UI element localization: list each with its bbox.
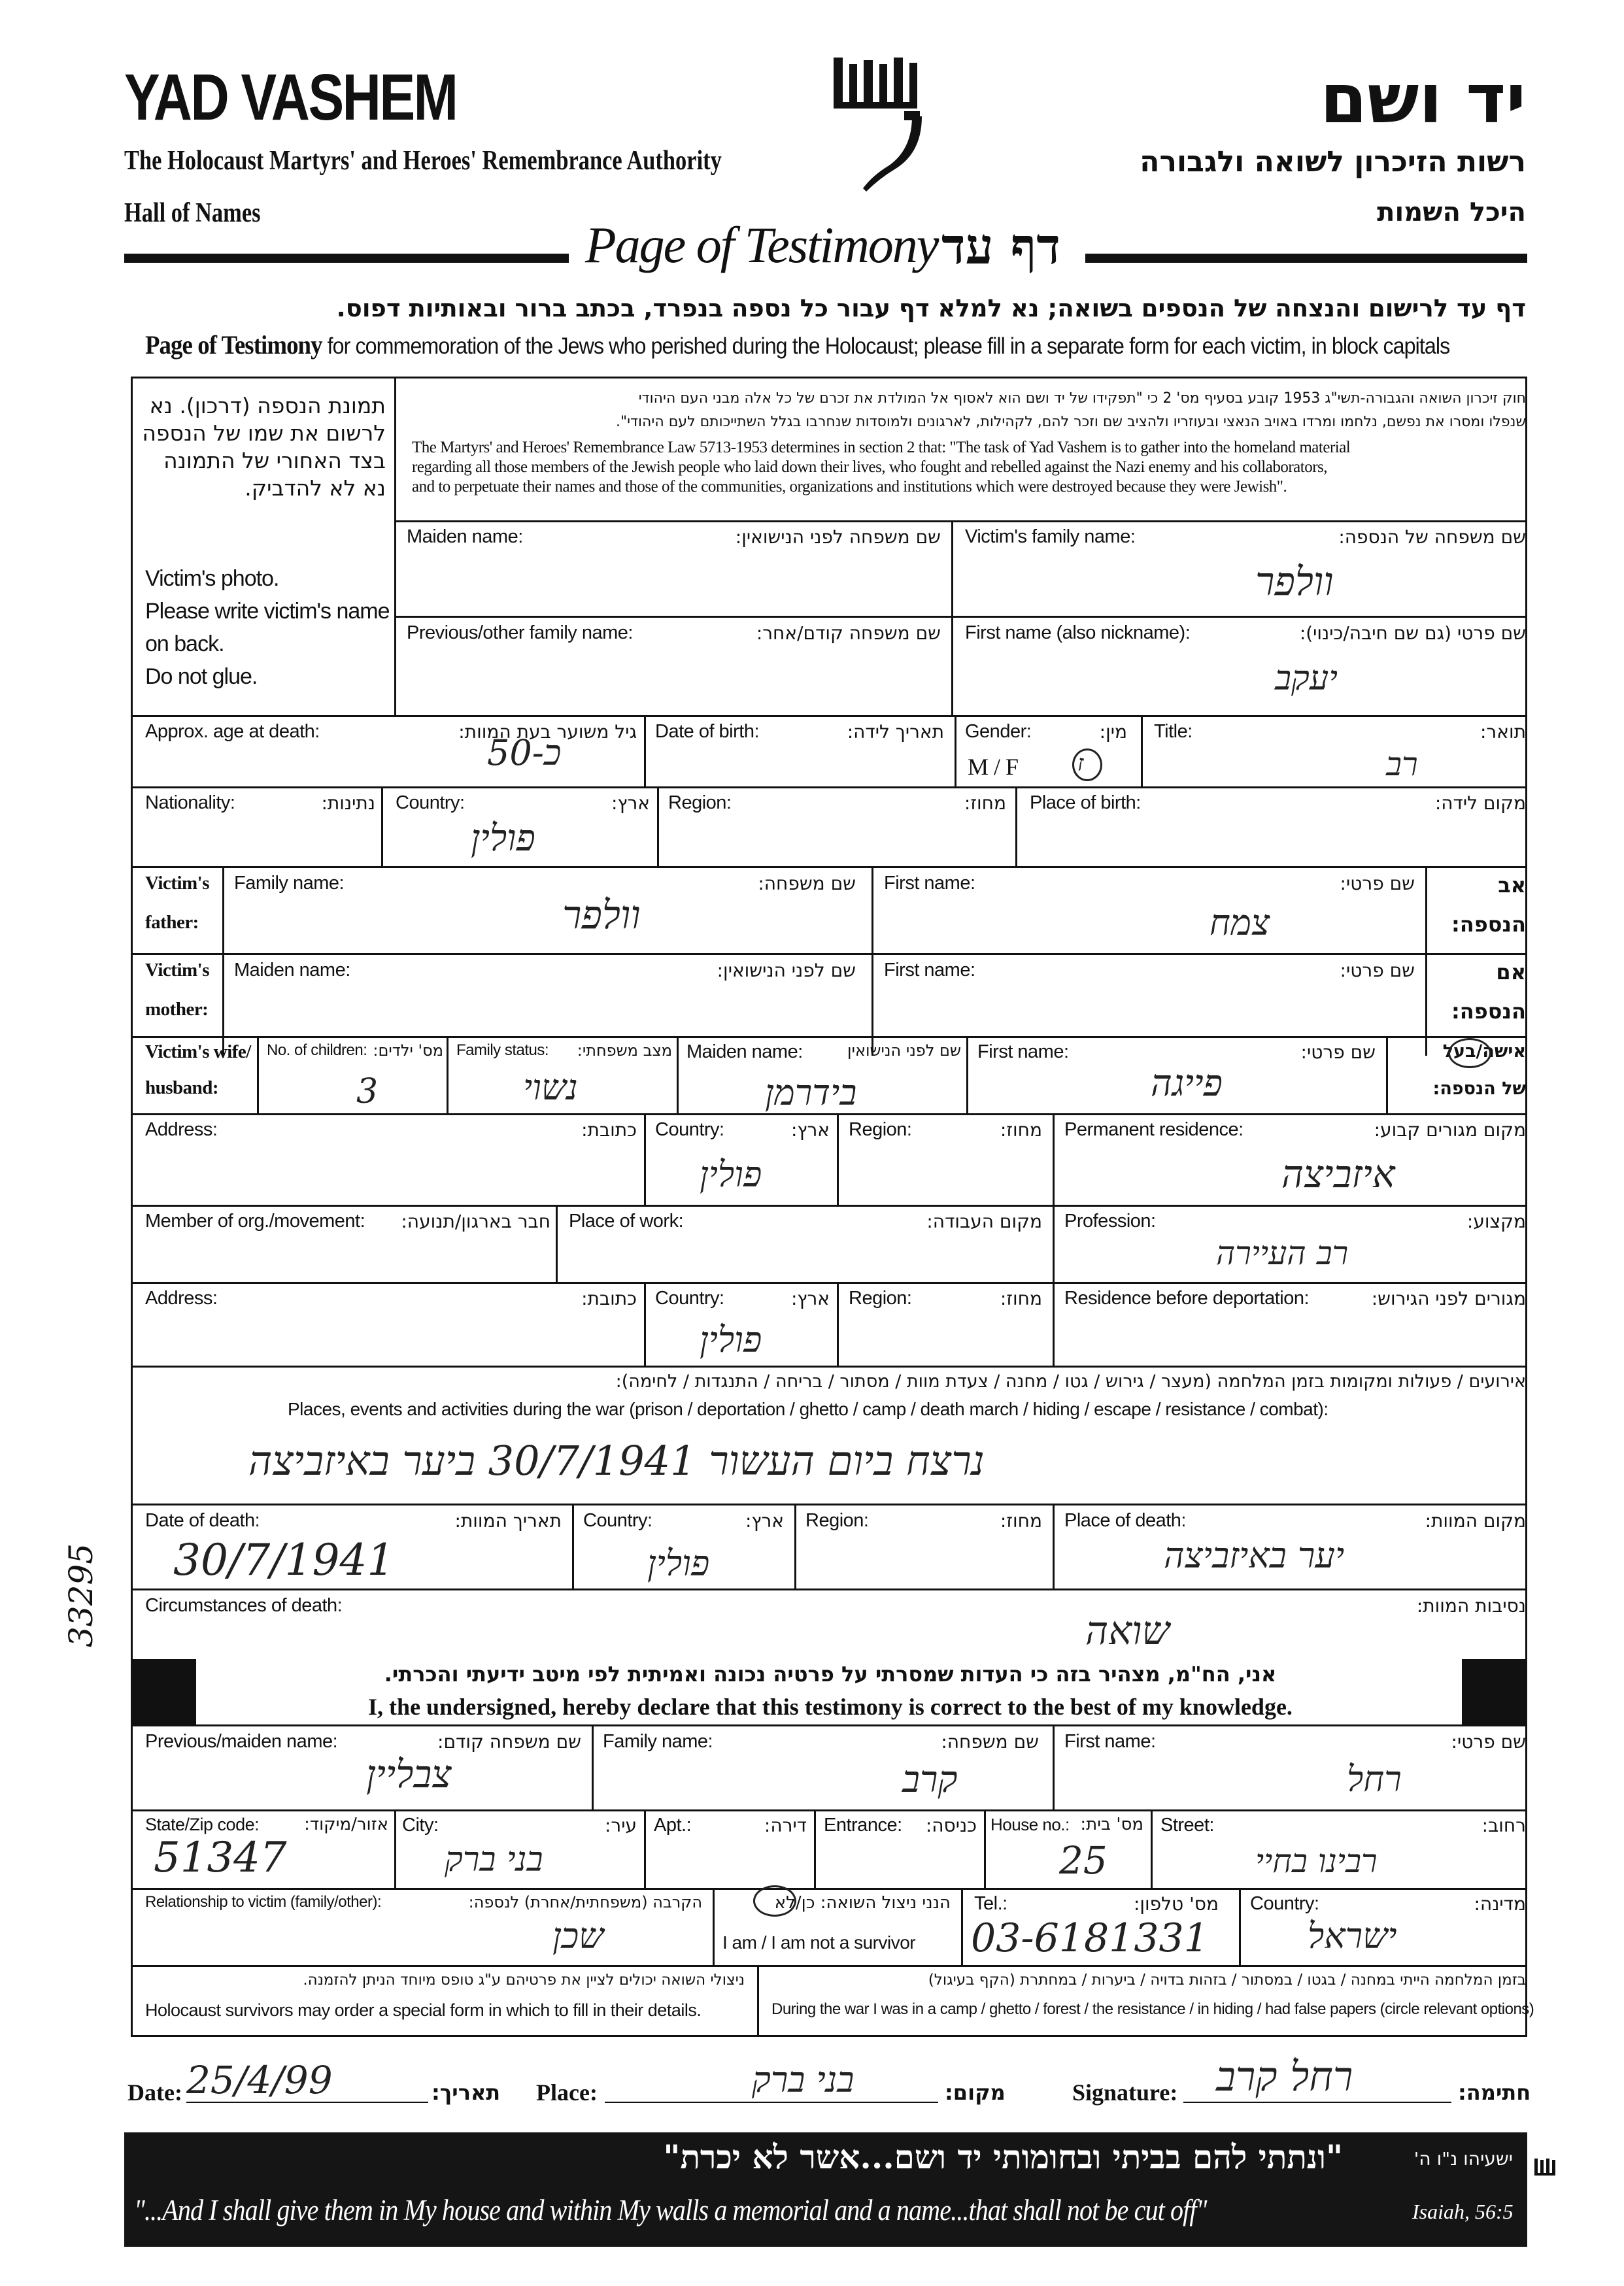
house-label: House no.: xyxy=(990,1815,1070,1834)
submitter-first-label-he: שם פרטי: xyxy=(1451,1731,1526,1753)
maiden-name-label-he: שם משפחה לפני הנישואין: xyxy=(735,526,941,548)
pod-value[interactable]: יער באיזביצה xyxy=(1164,1535,1345,1576)
circ-value[interactable]: שואה xyxy=(1085,1608,1170,1654)
photo-en-4: Do not glue. xyxy=(145,664,258,689)
father-first-label-he: שם פרטי: xyxy=(1340,873,1415,894)
title-label-he: תואר: xyxy=(1480,721,1526,743)
death-country-label: Country: xyxy=(583,1510,652,1531)
photo-en-3: on back. xyxy=(145,631,224,656)
circ-label: Circumstances of death: xyxy=(145,1595,343,1616)
instruction-en-text: for commemoration of the Jews who perished during the Holocaust; please fill in a separate form for each victim, in block capitals xyxy=(327,333,1450,359)
page-title-he: דף עד xyxy=(941,217,1060,275)
region-label-2: Region: xyxy=(849,1119,912,1140)
submitter-family-label: Family name: xyxy=(603,1731,713,1752)
father-first-value[interactable]: צמח xyxy=(1210,902,1270,943)
declaration-he: אני, הח"מ, מצהיר בזה כי העדות שמסרתי על פרטיה נכונה ואמיתית לפי מיטב ידיעתי והכרתי. xyxy=(384,1662,1277,1687)
pod-label-he: מקום המוות: xyxy=(1425,1510,1526,1532)
dob-label: Date of birth: xyxy=(655,721,760,742)
prev-family-label: Previous/other family name: xyxy=(407,622,633,643)
member-label-he: חבר בארגון/תנועה: xyxy=(401,1211,550,1232)
submitter-family-label-he: שם משפחה: xyxy=(941,1731,1039,1753)
perm-res-label-he: מקום מגורים קבוע: xyxy=(1374,1119,1526,1141)
address-label: Address: xyxy=(145,1119,218,1140)
place-value[interactable]: בני ברק xyxy=(752,2059,854,2100)
photo-en-2: Please write victim's name xyxy=(145,599,390,624)
house-value[interactable]: 25 xyxy=(1059,1838,1108,1883)
house-label-he: מס' בית: xyxy=(1080,1815,1143,1834)
spouse-maiden-label: Maiden name: xyxy=(686,1041,803,1062)
survivor-circle[interactable] xyxy=(753,1885,796,1917)
profession-value[interactable]: רב העיירה xyxy=(1216,1234,1349,1272)
res-country-label: Country: xyxy=(655,1288,724,1309)
tel-label: Tel.: xyxy=(974,1893,1007,1914)
res-before-label: Residence before deportation: xyxy=(1064,1288,1310,1309)
law-he-1: חוק זיכרון השואה והגבורה-תשי"ג 1953 קובע בסעיף מס' 2 כי "תפקידו של יד ושם הוא לאסוף אל המולדת את זכרם של כל אלה מבני העם היהודי xyxy=(638,390,1526,407)
prev-maiden-label-he: שם משפחה קודם: xyxy=(437,1731,581,1753)
first-name-value[interactable]: יעקב xyxy=(1275,659,1338,698)
country2-label-he: מדינה: xyxy=(1474,1893,1526,1915)
declaration-en: I, the undersigned, hereby declare that this testimony is correct to the best of my knowledge. xyxy=(368,1694,1293,1720)
age-label: Approx. age at death: xyxy=(145,721,320,742)
res-country-label-he: ארץ: xyxy=(790,1288,830,1309)
entrance-label: Entrance: xyxy=(824,1815,902,1836)
region-label-he: מחוז: xyxy=(964,792,1006,814)
signature-label-he: חתימה: xyxy=(1458,2080,1531,2105)
victims-mother-label-1: Victim's xyxy=(145,960,210,981)
page-title-en: Page of Testimony xyxy=(585,216,938,273)
father-family-value[interactable]: וולפר xyxy=(562,892,641,938)
country2-label: Country: xyxy=(1250,1893,1319,1914)
death-country-label-he: ארץ: xyxy=(745,1510,784,1532)
first-name-nick-label-he: שם פרטי (גם שם חיבה/כינוי): xyxy=(1299,622,1526,644)
verse-he: "ונתתי להם בביתי ובחומותי יד ושם...אשר לא יכרת" xyxy=(663,2138,1343,2176)
spouse-maiden-value[interactable]: בידרמן xyxy=(765,1072,857,1113)
dod-label: Date of death: xyxy=(145,1510,260,1531)
nationality-label: Nationality: xyxy=(145,792,235,813)
place-label: Place: xyxy=(536,2079,598,2106)
events-value[interactable]: נרצח ביום העשור 30/7/1941 ביער באיזביצה xyxy=(248,1437,985,1485)
instruction-en xyxy=(145,329,1449,360)
spouse-country-label: Country: xyxy=(655,1119,724,1140)
law-en xyxy=(412,438,1350,497)
yad-vashem-logo xyxy=(827,51,932,208)
photo-en-1: Victim's photo. xyxy=(145,566,279,591)
street-label-he: רחוב: xyxy=(1481,1815,1526,1836)
verse-en: "...And I shall give them in My house and within My walls a memorial and a name...that shall not be cut off" xyxy=(134,2194,1207,2227)
margin-logo-icon xyxy=(1533,2157,1557,2190)
victim-family-label: Victim's family name: xyxy=(965,526,1136,547)
title-bar-left xyxy=(124,254,569,263)
place-line xyxy=(605,2102,938,2103)
death-region-label: Region: xyxy=(805,1510,869,1531)
father-family-label-he: שם משפחה: xyxy=(758,873,856,894)
instruction-en-bold: Page of Testimony xyxy=(145,330,322,360)
relation-label: Relationship to victim (family/other): xyxy=(145,1893,382,1911)
country-label-he: ארץ: xyxy=(611,792,650,814)
zip-label: State/Zip code: xyxy=(145,1815,260,1834)
status-label-he: מצב משפחתי: xyxy=(577,1041,672,1060)
mother-label: mother: xyxy=(145,999,209,1020)
first-name-nick-label: First name (also nickname): xyxy=(965,622,1191,643)
wife-label-he-1: אישה/בעל xyxy=(1442,1041,1526,1062)
survivor-label-en: I am / I am not a survivor xyxy=(722,1932,916,1953)
dob-label-he: תאריך לידה: xyxy=(847,721,944,743)
circ-label-he: נסיבות המוות: xyxy=(1416,1595,1526,1617)
mother-first-label-he: שם פרטי: xyxy=(1340,960,1415,981)
victim-family-label-he: שם משפחה של הנספה: xyxy=(1338,526,1526,548)
photo-box-he: תמונת הנספה (דרכון). נא לרשום את שמו של הנספה בצד האחורי של התמונה נא לא להדביק. xyxy=(142,393,386,501)
res-country-value[interactable]: פולין xyxy=(700,1319,762,1360)
dod-label-he: תאריך המוות: xyxy=(454,1510,562,1532)
family-status-value[interactable]: נשוי xyxy=(523,1067,578,1108)
spouse-country-label-he: ארץ: xyxy=(790,1119,830,1141)
country-value[interactable]: פולין xyxy=(471,817,535,860)
country-label: Country: xyxy=(396,792,465,813)
father-label-he-2: הנספה: xyxy=(1451,912,1526,937)
gender-circle xyxy=(1072,748,1102,781)
pod-label: Place of death: xyxy=(1064,1510,1186,1531)
mother-maiden-label-he: שם לפני הנישואין: xyxy=(717,960,856,981)
wife-label-he-2: של הנספה: xyxy=(1432,1079,1526,1099)
pob-label-he: מקום לידה: xyxy=(1434,792,1526,814)
submitter-country-value[interactable]: ישראל xyxy=(1308,1915,1397,1957)
submitter-prev-value[interactable]: צבליין xyxy=(366,1752,452,1796)
wife-circle xyxy=(1448,1038,1491,1068)
spouse-first-label: First name: xyxy=(977,1041,1069,1062)
father-first-label: First name: xyxy=(884,873,975,894)
perm-res-label: Permanent residence: xyxy=(1064,1119,1243,1140)
during-note-he: בזמן המלחמה הייתי במחנה / בגטו / במסתור / בזהות בדויה / ביערות / במחתרת (הקף בעיגול) xyxy=(928,1972,1526,1989)
city-label: City: xyxy=(402,1815,439,1836)
hall-en: Hall of Names xyxy=(124,198,261,228)
events-label-en: Places, events and activities during the war (prison / deportation / ghetto / camp / death march / hiding / escape / resistance / combat): xyxy=(288,1399,1328,1419)
victim-family-value[interactable]: וולפר xyxy=(1255,559,1334,605)
region-label-3: Region: xyxy=(849,1288,912,1309)
submitter-first-value[interactable]: רחל xyxy=(1347,1758,1402,1800)
address-label-2: Address: xyxy=(145,1288,218,1309)
date-label-he: תאריך: xyxy=(431,2080,501,2105)
region-label-he-2: מחוז: xyxy=(1000,1119,1042,1141)
age-value[interactable]: כ-50 xyxy=(487,732,562,773)
law-he xyxy=(414,387,1526,434)
gender-options[interactable]: M / F xyxy=(968,754,1019,780)
wife-label-1: Victim's wife/ xyxy=(145,1041,251,1062)
date-label: Date: xyxy=(127,2079,182,2106)
victims-father-label-1: Victim's xyxy=(145,873,210,894)
submitter-first-label: First name: xyxy=(1064,1731,1156,1752)
children-value[interactable]: 3 xyxy=(356,1072,379,1111)
father-family-label: Family name: xyxy=(234,873,345,894)
mother-label-he-1: אם xyxy=(1496,960,1526,984)
mother-first-label: First name: xyxy=(884,960,975,981)
signature-label: Signature: xyxy=(1072,2079,1178,2106)
zip-value[interactable]: 51347 xyxy=(154,1834,287,1882)
zip-label-he: אזור/מיקוד: xyxy=(304,1815,388,1834)
hall-he: היכל השמות xyxy=(1377,197,1526,227)
profession-label: Profession: xyxy=(1064,1211,1156,1232)
spouse-maiden-label-he: שם לפני הנישואין xyxy=(847,1041,961,1060)
spouse-country-value[interactable]: פולין xyxy=(700,1154,762,1195)
father-label-he-1: אב xyxy=(1498,873,1526,898)
dod-value[interactable]: 30/7/1941 xyxy=(173,1535,395,1585)
city-value[interactable]: בני ברק xyxy=(445,1840,543,1879)
verse-ref-en: Isaiah, 56:5 xyxy=(1412,2200,1514,2223)
apt-label-he: דירה: xyxy=(764,1815,807,1836)
prev-maiden-label: Previous/maiden name: xyxy=(145,1731,338,1752)
death-region-label-he: מחוז: xyxy=(1000,1510,1042,1532)
street-value[interactable]: רבינו בחיי xyxy=(1255,1842,1378,1880)
maiden-name-label: Maiden name: xyxy=(407,526,523,547)
gender-label: Gender: xyxy=(965,721,1032,742)
events-label-he: אירועים / פעולות ומקומות בזמן המלחמה (מעצר / גירוש / גטו / מחנה / צעדת מוות / מסתור / בריחה / התנגדות / לחימה): xyxy=(615,1371,1526,1392)
children-label-he: מס' ילדים: xyxy=(373,1041,443,1060)
relation-value[interactable]: שכן xyxy=(552,1915,604,1957)
authority-he: רשות הזיכרון לשואה ולגבורה xyxy=(1140,145,1526,178)
address-label-he-2: כתובת: xyxy=(581,1288,637,1309)
archive-number: 33295 xyxy=(62,1543,100,1647)
apt-label: Apt.: xyxy=(654,1815,692,1836)
survivors-note-en: Holocaust survivors may order a special form in which to fill in their details. xyxy=(145,2000,702,2020)
relation-label-he: הקרבה (משפחתית/אחרת) לנספה: xyxy=(468,1893,702,1911)
mother-maiden-label: Maiden name: xyxy=(234,960,350,981)
res-before-label-he: מגורים לפני הגירוש: xyxy=(1371,1288,1526,1309)
title-value[interactable]: רב xyxy=(1386,745,1418,783)
spouse-first-label-he: שם פרטי: xyxy=(1300,1041,1376,1063)
survivors-note-he: ניצולי השואה יכולים לציין את פרטיהם ע"ג טופס מיוחד הניתן להזמנה. xyxy=(303,1972,745,1989)
signature-value[interactable]: רחל קרב xyxy=(1216,2053,1353,2100)
status-label: Family status: xyxy=(456,1041,549,1059)
during-note-en: During the war I was in a camp / ghetto / forest / the resistance / in hiding / had false papers (circle relevant options) xyxy=(771,2000,1534,2018)
date-value[interactable]: 25/4/99 xyxy=(186,2058,333,2102)
children-label: No. of children: xyxy=(267,1041,367,1059)
region-label-he-3: מחוז: xyxy=(1000,1288,1042,1309)
authority-en: The Holocaust Martyrs' and Heroes' Remembrance Authority xyxy=(124,146,722,176)
prev-family-label-he: שם משפחה קודם/אחר: xyxy=(756,622,941,644)
wife-label-2: husband: xyxy=(145,1077,219,1098)
city-label-he: עיר: xyxy=(604,1815,637,1836)
law-en-3: and to perpetuate their names and those of the communities, organizations and institutions which were destroyed because they were Jewish". xyxy=(412,478,1287,496)
place-label-he: מקום: xyxy=(945,2080,1006,2105)
age-label-he: גיל משוער בעת המוות: xyxy=(458,721,637,743)
spouse-first-value[interactable]: פייגה xyxy=(1151,1062,1223,1105)
address-label-he: כתובת: xyxy=(581,1119,637,1141)
member-label: Member of org./movement: xyxy=(145,1211,365,1232)
law-en-2: regarding all those members of the Jewish people who laid down their lives, who fought and rebelled against the Nazi enemy and his collaborators, xyxy=(412,458,1328,476)
tel-value[interactable]: 03-6181331 xyxy=(971,1915,1209,1961)
region-label: Region: xyxy=(668,792,732,813)
title-bar-right xyxy=(1085,254,1527,263)
tel-label-he: מס' טלפון: xyxy=(1133,1893,1219,1915)
mother-label-he-2: הנספה: xyxy=(1451,999,1526,1024)
title-label: Title: xyxy=(1154,721,1193,742)
death-country-value[interactable]: פולין xyxy=(647,1543,710,1584)
submitter-family-value[interactable]: קרב xyxy=(902,1758,958,1801)
org-name-en: YAD VASHEM xyxy=(124,61,457,134)
perm-res-value[interactable]: איזביצה xyxy=(1281,1152,1395,1196)
photo-box-en xyxy=(145,562,390,693)
signature-line xyxy=(1183,2102,1451,2103)
profession-label-he: מקצוע: xyxy=(1466,1211,1526,1232)
pob-label: Place of birth: xyxy=(1030,792,1141,813)
father-label: father: xyxy=(145,912,199,933)
nationality-label-he: נתינות: xyxy=(321,792,375,814)
org-name-he: יד ושם xyxy=(1320,59,1526,139)
law-he-2: שנפלו ומסרו את נפשם, נלחמו ומרדו באויב הנאצי ובעוזריו ולהציב שם וזכר להם, לקהילות, לארגונים ולמוסדות שנחרבו בגלל השתייכותם לעם היהודי". xyxy=(616,414,1526,430)
gender-mark[interactable]: ז xyxy=(1077,750,1084,777)
instruction-he: דף עד לרישום והנצחה של הנספים בשואה; נא למלא דף עבור כל נספה בנפרד, בכתב ברור ובאותיות דפוס. xyxy=(336,294,1526,322)
law-en-1: The Martyrs' and Heroes' Remembrance Law 5713-1953 determines in section 2 that: "The task of Yad Vashem is to gather into the homeland material xyxy=(412,439,1351,456)
work-label: Place of work: xyxy=(569,1211,684,1232)
street-label: Street: xyxy=(1160,1815,1214,1836)
gender-label-he: מין: xyxy=(1099,721,1127,743)
work-label-he: מקום העבודה: xyxy=(926,1211,1042,1232)
survivor-label-he: הנני ניצול השואה: כן/לא xyxy=(774,1893,951,1913)
verse-ref-he: ישעיהו נ"ו ה' xyxy=(1413,2148,1513,2170)
entrance-label-he: כניסה: xyxy=(925,1815,977,1836)
